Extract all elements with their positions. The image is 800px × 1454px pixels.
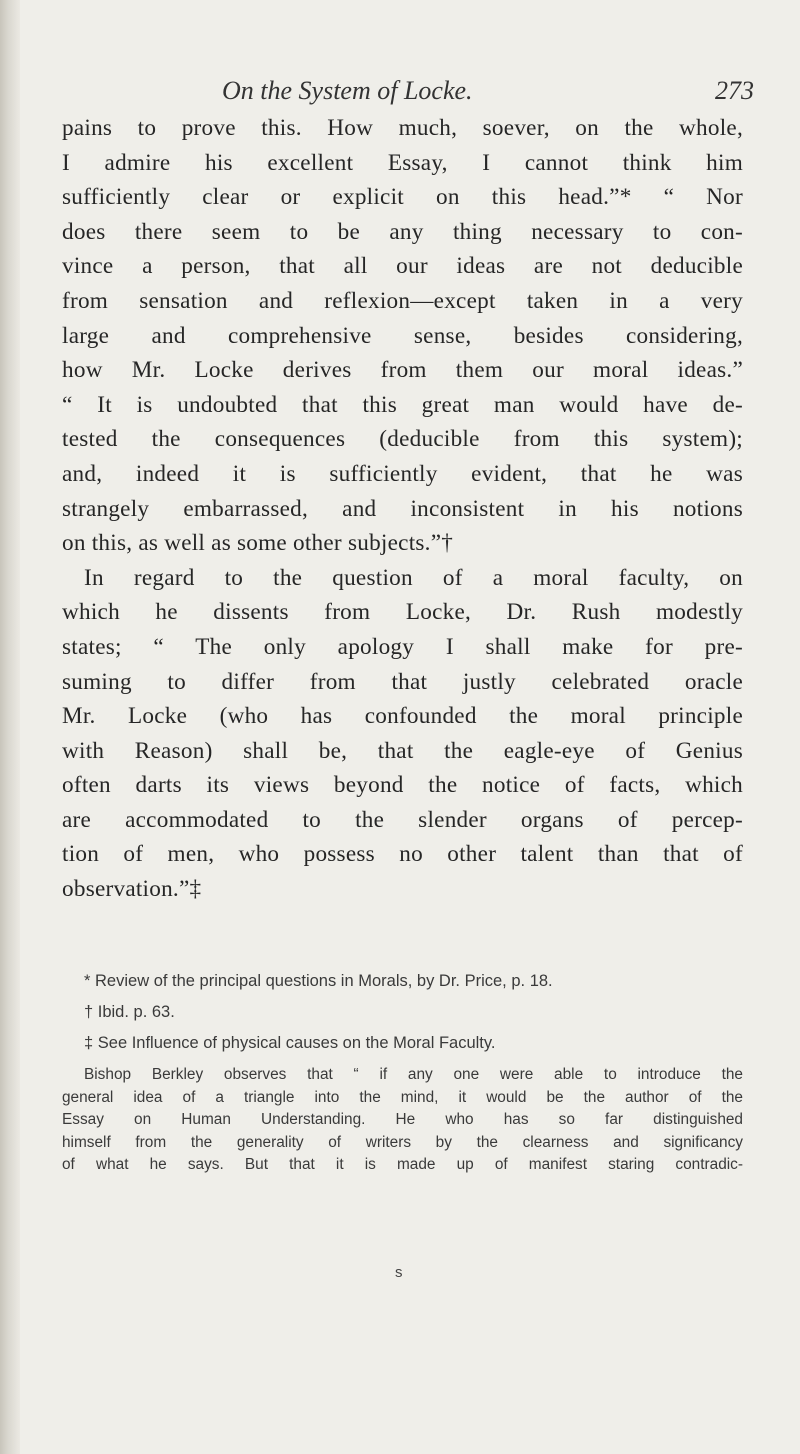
body-line: I admire his excellent Essay, I cannot think him <box>62 149 743 176</box>
page-header <box>0 76 800 106</box>
body-line: tion of men, who possess no other talent than that of <box>62 841 743 868</box>
body-line: Mr. Locke (who has confounded the moral principle <box>62 703 743 730</box>
body-line: which he dissents from Locke, Dr. Rush modestly <box>62 599 743 626</box>
body-line: often darts its views beyond the notice of facts, which <box>62 772 743 799</box>
body-line: strangely embarrassed, and inconsistent in his notions <box>62 495 743 522</box>
footnote-line: himself from the generality of writers by the clearness and significancy <box>62 1133 743 1151</box>
body-line: sufficiently clear or explicit on this head.”* “ Nor <box>62 184 743 211</box>
footnote: † Ibid. p. 63. <box>84 1003 175 1021</box>
footnote: * Review of the principal questions in Morals, by Dr. Price, p. 18. <box>84 972 553 990</box>
body-line: does there seem to be any thing necessary to con- <box>62 218 743 245</box>
footnote-line: of what he says. But that it is made up of manifest staring contradic- <box>62 1156 743 1173</box>
body-line: observation.”‡ <box>62 876 202 903</box>
footnote-paragraph <box>62 1064 743 1177</box>
body-line: suming to differ from that justly celebrated oracle <box>62 668 743 695</box>
body-line: on this, as well as some other subjects.”† <box>62 530 454 557</box>
body-text <box>62 111 743 907</box>
footnote-line: general idea of a triangle into the mind, it would be the author of the <box>62 1088 743 1106</box>
footnotes <box>62 966 743 1177</box>
body-line: large and comprehensive sense, besides considering, <box>62 322 743 349</box>
signature-mark: s <box>395 1264 403 1281</box>
body-line: from sensation and reflexion—except taken in a very <box>62 287 743 314</box>
footnote-line: Bishop Berkley observes that “ if any one were able to introduce the <box>84 1066 743 1083</box>
body-line: and, indeed it is sufficiently evident, that he was <box>62 460 743 487</box>
body-line: tested the consequences (deducible from this system); <box>62 426 743 453</box>
page-binding-edge <box>0 0 20 1454</box>
body-line: “ It is undoubted that this great man would have de- <box>62 391 743 418</box>
body-line: pains to prove this. How much, soever, on the whole, <box>62 115 743 141</box>
body-line: with Reason) shall be, that the eagle-eye of Genius <box>62 737 743 764</box>
footnote: ‡ See Influence of physical causes on the Moral Faculty. <box>84 1034 496 1052</box>
body-line: states; “ The only apology I shall make for pre- <box>62 633 743 660</box>
page-number: 273 <box>715 76 754 105</box>
footnote-line: Essay on Human Understanding. He who has so far distinguished <box>62 1111 743 1128</box>
body-line: how Mr. Locke derives from them our moral ideas.” <box>62 357 743 384</box>
body-line: are accommodated to the slender organs of percep- <box>62 806 743 833</box>
running-title: On the System of Locke. <box>222 76 473 105</box>
body-line: In regard to the question of a moral faculty, on <box>84 564 743 591</box>
body-line: vince a person, that all our ideas are not deducible <box>62 253 743 280</box>
